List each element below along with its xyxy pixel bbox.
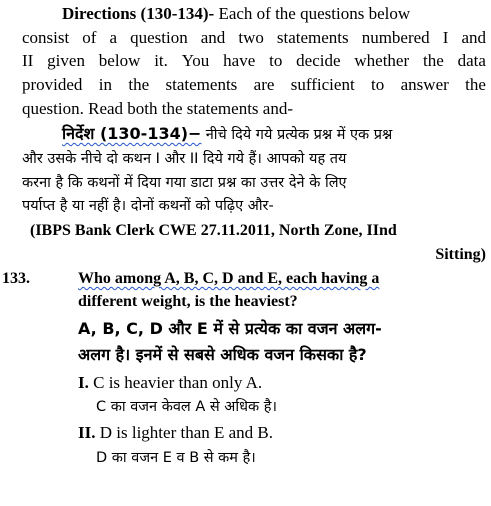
hindi-directions-line-1 [62,123,392,146]
question-number-text: 133. [2,270,30,287]
question-number [2,268,30,290]
directions-line-1-text: Each of the questions below [218,4,411,23]
statement-1-hindi-text: C का वजन केवल A से अधिक है। [96,399,277,415]
statement-1-english: C is heavier than only A. [93,373,263,392]
word: to [269,51,283,70]
question-hindi-text-2: अलग है। इनमें से सबसे अधिक वजन किसका है? [78,345,367,364]
word: question [130,28,188,47]
source-citation-text-1: (IBPS Bank Clerk CWE 27.11.2011, North Zone, IInd [30,222,397,239]
word: it. [154,51,168,70]
word: II [22,51,34,70]
word: to [371,75,385,94]
statement-1-hindi [96,396,277,418]
directions-line-3 [22,50,486,72]
question-english-text-2: different weight, is the heaviest? [78,293,298,310]
directions-line-1 [62,3,486,25]
statement-1 [78,372,262,394]
word: numbered [361,28,430,47]
word: data [457,51,486,70]
word: consist [22,28,70,47]
word: answer [400,75,449,94]
hindi-directions-line-4 [22,195,274,217]
question-english-text-1: Who among A, B, C, D and E, each having a [78,270,380,287]
hindi-directions-line-3 [22,172,347,194]
word: the [422,51,444,70]
question-english-line-2 [78,291,298,313]
statement-2-hindi [96,447,256,469]
word: a [109,28,118,47]
word: decide [296,51,341,70]
word: two [238,28,264,47]
statement-2-english: D is lighter than E and B. [99,423,274,442]
word: sufficient [290,75,355,94]
hindi-directions-line-1-text: नीचे दिये गये प्रत्येक प्रश्न में एक प्रश्न [205,127,393,143]
directions-line-2 [22,27,486,49]
word: the [465,75,486,94]
question-hindi-text-1: A, B, C, D और E में से प्रत्येक का वजन अलग- [78,319,382,338]
word: statements [276,28,349,47]
statement-1-label: I. [78,373,89,392]
source-citation-line-2 [435,244,486,266]
word: and [461,28,486,47]
word: have [223,51,256,70]
word: You [181,51,210,70]
word: in [98,75,113,94]
question-hindi-line-2 [78,344,367,366]
question-english-line-1 [78,268,379,290]
directions-line-5-text: question. Read both the statements and- [22,99,293,118]
word: and [200,28,226,47]
statement-2 [78,422,273,444]
directions-line-4 [22,74,486,96]
word: provided [22,75,83,94]
directions-line-5 [22,98,293,120]
hindi-directions-line-3-text: करना है कि कथनों में दिया गया डाटा प्रश्न का उत्तर देने के लिए [22,175,347,191]
hindi-directions-line-2 [22,148,346,170]
directions-label: Directions (130-134)- [62,4,215,23]
source-citation-line-1 [30,220,397,242]
hindi-directions-line-4-text: पर्याप्त है या नहीं है। दोनों कथनों को पढ़िए और- [22,198,274,214]
hindi-directions-label: निर्देश (130-134)− [62,124,202,143]
word: I [442,28,449,47]
word: of [82,28,97,47]
statement-2-hindi-text: D का वजन E व B से कम है। [96,450,256,466]
word: given [47,51,85,70]
word: are [253,75,275,94]
source-citation-text-2: Sitting) [435,246,486,263]
word: below [98,51,141,70]
hindi-directions-line-2-text: और उसके नीचे दो कथन I और II दिये गये हैं। आपको यह तय [22,151,347,167]
question-hindi-line-1 [78,318,382,340]
word: whether [354,51,410,70]
word: the [128,75,150,94]
statement-2-label: II. [78,423,96,442]
word: statements [165,75,238,94]
